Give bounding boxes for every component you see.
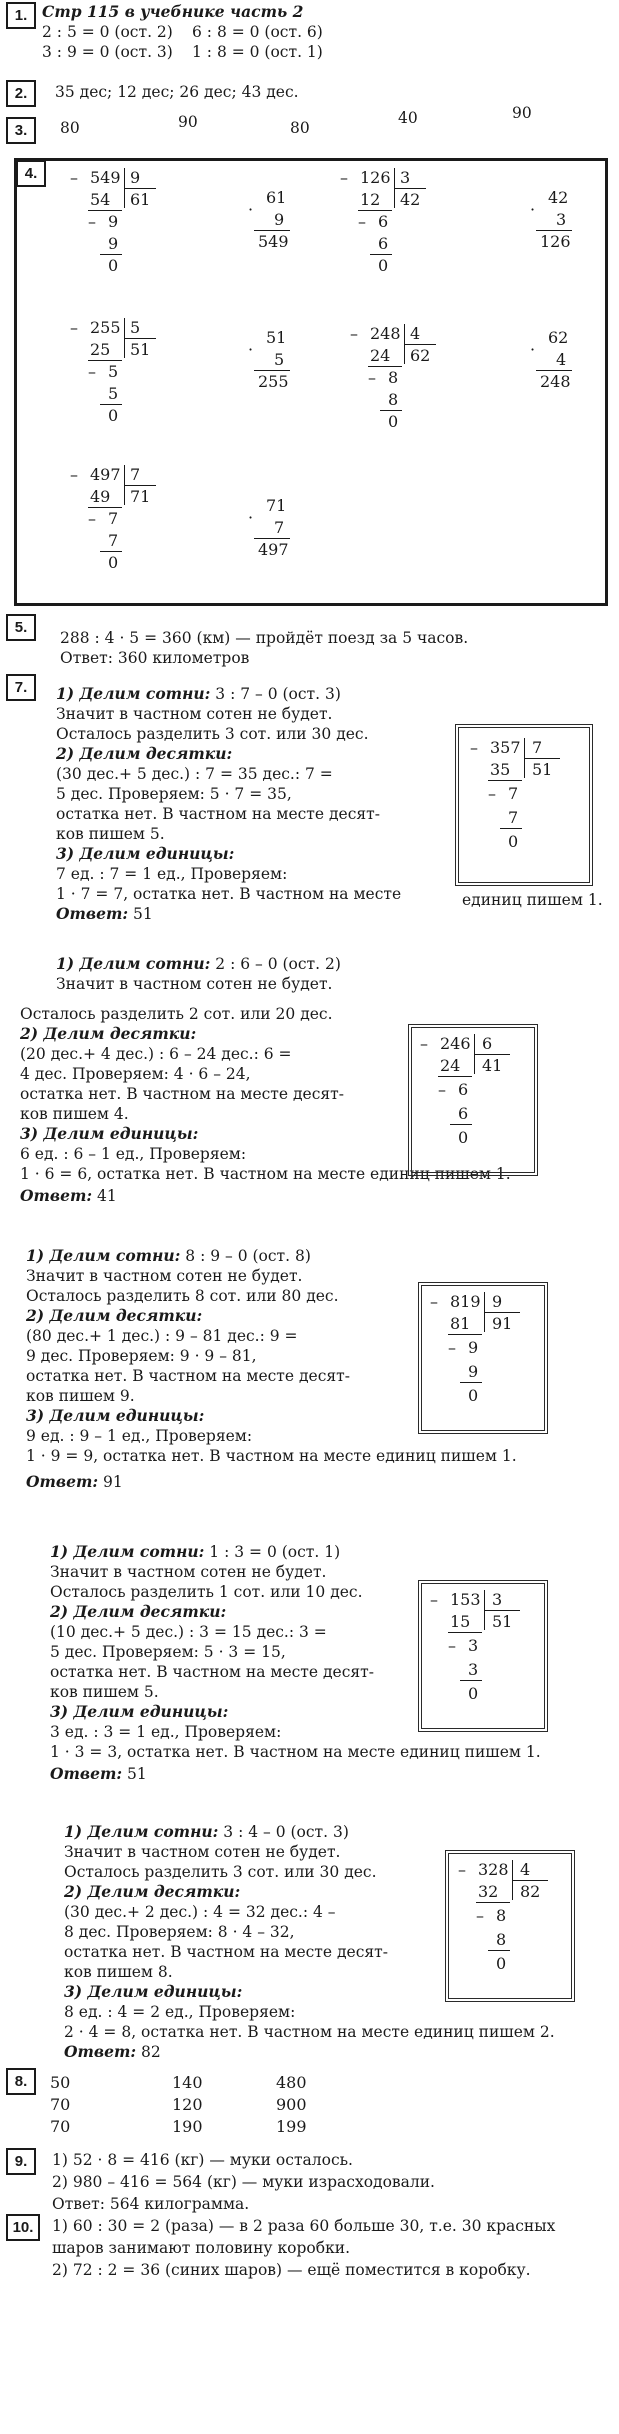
quotient: 51 [130, 340, 151, 359]
partial-remainder: 5 [108, 362, 119, 381]
times-sign: · [248, 200, 254, 219]
step-heading: 2) Делим десятки: [50, 1602, 227, 1621]
task-number-8: 8. [6, 2068, 36, 2095]
minus-sign: – [488, 784, 496, 803]
dividend: 357 [490, 738, 521, 757]
answer-label: Ответ: [64, 2042, 137, 2061]
dividend: 126 [360, 168, 391, 187]
minus-sign: – [358, 212, 366, 231]
task-9-line3: Ответ: 564 килограмма. [52, 2195, 250, 2213]
subtrahend: 81 [450, 1314, 471, 1333]
dividend: 255 [90, 318, 121, 337]
quotient-line [524, 758, 560, 759]
factor: 51 [266, 328, 287, 347]
minus-sign: – [430, 1590, 438, 1609]
dividend: 328 [478, 1860, 509, 1879]
text-line: Значит в частном сотен не будет. [50, 1563, 327, 1581]
dividend: 497 [90, 465, 121, 484]
minus-sign: – [340, 168, 348, 187]
step-1-line [50, 1542, 340, 1562]
underline [100, 404, 122, 405]
quotient: 42 [400, 190, 421, 209]
minus-sign: – [438, 1080, 446, 1099]
step-heading: 3) Делим единицы: [56, 844, 235, 863]
task-number-3: 3. [6, 117, 36, 144]
underline [536, 230, 572, 231]
quotient-line [124, 338, 156, 339]
text-line: (30 дес.+ 2 дес.) : 4 = 32 дес.: 4 – [64, 1903, 336, 1921]
task-8-column-1 [50, 2072, 70, 2138]
step-heading: 2) Делим десятки: [26, 1306, 203, 1325]
text-line: Осталось разделить 1 сот. или 10 дес. [50, 1583, 363, 1601]
task-5-line1: 288 : 4 · 5 = 360 (км) — пройдёт поезд за 5 часов. [60, 629, 469, 647]
answer-label: Ответ: [56, 904, 129, 923]
task-3-value: 80 [60, 119, 80, 137]
subtrahend: 49 [90, 487, 111, 506]
factor: 61 [266, 188, 287, 207]
text-line: 1 · 6 = 6, остатка нет. В частном на месте единиц пишем 1. [20, 1165, 511, 1183]
divisor: 7 [532, 738, 543, 757]
quotient: 71 [130, 487, 151, 506]
product: 497 [258, 540, 289, 559]
step-heading: 3) Делим единицы: [64, 1982, 243, 2001]
quotient-line [474, 1054, 510, 1055]
step-text: 3 : 4 – 0 (ост. 3) [218, 1823, 349, 1841]
partial-remainder: 8 [388, 368, 399, 387]
underline [476, 1902, 510, 1903]
underline [368, 366, 402, 367]
step-heading: 1) Делим сотни: [64, 1822, 219, 1841]
remainder: 0 [468, 1684, 479, 1703]
subtrahend: 32 [478, 1882, 499, 1901]
subtrahend: 6 [458, 1104, 469, 1123]
step-heading: 1) Делим сотни: [50, 1542, 205, 1561]
remainder: 0 [468, 1386, 479, 1405]
minus-sign: – [430, 1292, 438, 1311]
dividend: 819 [450, 1292, 481, 1311]
answer-line [26, 1472, 123, 1492]
step-heading: 2) Делим десятки: [56, 744, 233, 763]
answer-label: Ответ: [26, 1472, 99, 1491]
value: 50 [50, 2073, 71, 2092]
underline [254, 230, 290, 231]
minus-sign: – [88, 362, 96, 381]
step-heading: 1) Делим сотни: [26, 1246, 181, 1265]
answer-value: 51 [128, 905, 153, 923]
task-number-7: 7. [6, 674, 36, 701]
text-line: 3 ед. : 3 = 1 ед., Проверяем: [50, 1723, 282, 1741]
task-number-5: 5. [6, 614, 36, 641]
text-line: ков пишем 9. [26, 1387, 135, 1405]
task-8-column-3 [276, 2072, 307, 2138]
text-line: (10 дес.+ 5 дес.) : 3 = 15 дес.: 3 = [50, 1623, 327, 1641]
divisor: 5 [130, 318, 141, 337]
quotient-line [394, 188, 426, 189]
value: 900 [276, 2095, 307, 2114]
value: 140 [172, 2073, 203, 2092]
text-line: ков пишем 4. [20, 1105, 129, 1123]
task-4-box [14, 158, 608, 606]
subtrahend: 35 [490, 760, 511, 779]
underline [88, 210, 122, 211]
task-1-eq1: 2 : 5 = 0 (ост. 2) [42, 23, 173, 41]
value: 480 [276, 2073, 307, 2092]
underline [488, 780, 522, 781]
divisor: 4 [410, 324, 421, 343]
underline [460, 1680, 482, 1681]
quotient-line [484, 1610, 520, 1611]
underline [88, 507, 122, 508]
remainder: 0 [458, 1128, 469, 1147]
step-heading: 3) Делим единицы: [50, 1702, 229, 1721]
task-10-line3: 2) 72 : 2 = 36 (синих шаров) — ещё поместится в коробку. [52, 2261, 531, 2279]
task-number-2: 2. [6, 80, 36, 107]
task-number-4: 4. [16, 160, 46, 187]
answer-value: 82 [136, 2043, 161, 2061]
quotient: 82 [520, 1882, 541, 1901]
divisor: 3 [400, 168, 411, 187]
partial-remainder: 9 [468, 1338, 479, 1357]
subtrahend: 9 [108, 234, 119, 253]
remainder: 0 [388, 412, 399, 431]
text-line: ков пишем 5. [50, 1683, 159, 1701]
task-8-column-2 [172, 2072, 203, 2138]
step-heading: 3) Делим единицы: [20, 1124, 199, 1143]
minus-sign: – [470, 738, 478, 757]
step-1-line [26, 1246, 311, 1266]
quotient: 41 [482, 1056, 503, 1075]
step-text: 3 : 7 – 0 (ост. 3) [210, 685, 341, 703]
minus-sign: – [458, 1860, 466, 1879]
underline [358, 210, 392, 211]
minus-sign: – [88, 509, 96, 528]
text-line: единиц пишем 1. [462, 891, 603, 909]
factor: 62 [548, 328, 569, 347]
step-1-line [56, 684, 341, 704]
dividend: 248 [370, 324, 401, 343]
underline [448, 1334, 482, 1335]
answer-value: 51 [122, 1765, 147, 1783]
underline [488, 1950, 510, 1951]
underline [100, 254, 122, 255]
answer-line [50, 1764, 147, 1784]
value: 70 [50, 2117, 71, 2136]
value: 70 [50, 2095, 71, 2114]
partial-remainder: 6 [378, 212, 389, 231]
text-line: 5 дес. Проверяем: 5 · 3 = 15, [50, 1643, 286, 1661]
underline [88, 360, 122, 361]
divisor: 4 [520, 1860, 531, 1879]
subtrahend: 5 [108, 384, 119, 403]
times-sign: · [248, 340, 254, 359]
text-line: остатка нет. В частном на месте десят- [50, 1663, 374, 1681]
divisor: 6 [482, 1034, 493, 1053]
times-sign: · [530, 200, 536, 219]
task-3-value: 90 [178, 113, 198, 131]
minus-sign: – [350, 324, 358, 343]
divisor: 9 [130, 168, 141, 187]
step-heading: 1) Делим сотни: [56, 684, 211, 703]
text-line: 8 ед. : 4 = 2 ед., Проверяем: [64, 2003, 296, 2021]
text-line: Осталось разделить 3 сот. или 30 дес. [64, 1863, 377, 1881]
quotient: 91 [492, 1314, 513, 1333]
subtrahend: 3 [468, 1660, 479, 1679]
task-2-text: 35 дес; 12 дес; 26 дес; 43 дес. [55, 83, 299, 101]
text-line: 1 · 7 = 7, остатка нет. В частном на месте [56, 885, 402, 903]
text-line: Значит в частном сотен не будет. [56, 705, 333, 723]
answer-value: 91 [98, 1473, 123, 1491]
quotient-line [404, 344, 436, 345]
task-9-line1: 1) 52 · 8 = 416 (кг) — муки осталось. [52, 2151, 353, 2169]
text-line: Осталось разделить 8 сот. или 80 дес. [26, 1287, 339, 1305]
quotient: 61 [130, 190, 151, 209]
partial-remainder: 7 [508, 784, 519, 803]
step-text: 1 : 3 = 0 (ост. 1) [204, 1543, 341, 1561]
product: 255 [258, 372, 289, 391]
subtrahend: 54 [90, 190, 111, 209]
subtrahend: 24 [370, 346, 391, 365]
product: 126 [540, 232, 571, 251]
factor: 3 [556, 210, 567, 229]
text-line: 9 ед. : 9 – 1 ед., Проверяем: [26, 1427, 253, 1445]
text-line: остатка нет. В частном на месте десят- [64, 1943, 388, 1961]
task-1-eq4: 1 : 8 = 0 (ост. 1) [192, 43, 323, 61]
dividend: 549 [90, 168, 121, 187]
task-1-eq3: 3 : 9 = 0 (ост. 3) [42, 43, 173, 61]
underline [438, 1076, 472, 1077]
dividend: 246 [440, 1034, 471, 1053]
step-1-line [56, 954, 341, 974]
text-line: 6 ед. : 6 – 1 ед., Проверяем: [20, 1145, 247, 1163]
quotient-line [124, 188, 156, 189]
subtrahend: 9 [468, 1362, 479, 1381]
minus-sign: – [70, 465, 78, 484]
text-line: 9 дес. Проверяем: 9 · 9 – 81, [26, 1347, 257, 1365]
partial-remainder: 3 [468, 1636, 479, 1655]
text-line: ков пишем 5. [56, 825, 165, 843]
minus-sign: – [368, 368, 376, 387]
factor: 5 [274, 350, 285, 369]
task-1-header: Стр 115 в учебнике часть 2 [42, 2, 304, 21]
factor: 4 [556, 350, 567, 369]
partial-remainder: 6 [458, 1080, 469, 1099]
task-10-line2: шаров занимают половину коробки. [52, 2239, 351, 2257]
answer-label: Ответ: [20, 1186, 93, 1205]
quotient-line [124, 485, 156, 486]
task-10-line1: 1) 60 : 30 = 2 (раза) — в 2 раза 60 больше 30, т.е. 30 красных [52, 2217, 556, 2235]
value: 120 [172, 2095, 203, 2114]
divisor: 7 [130, 465, 141, 484]
task-number-10: 10. [6, 2214, 40, 2241]
step-heading: 3) Делим единицы: [26, 1406, 205, 1425]
text-line: 8 дес. Проверяем: 8 · 4 – 32, [64, 1923, 295, 1941]
text-line: остатка нет. В частном на месте десят- [26, 1367, 350, 1385]
text-line: 4 дес. Проверяем: 4 · 6 – 24, [20, 1065, 251, 1083]
minus-sign: – [88, 212, 96, 231]
text-line: Значит в частном сотен не будет. [26, 1267, 303, 1285]
answer-line [20, 1186, 117, 1206]
answer-label: Ответ: [50, 1764, 123, 1783]
remainder: 0 [108, 406, 119, 425]
text-line: Осталось разделить 2 сот. или 20 дес. [20, 1005, 333, 1023]
task-3-value: 90 [512, 104, 532, 122]
subtrahend: 15 [450, 1612, 471, 1631]
step-text: 2 : 6 – 0 (ост. 2) [210, 955, 341, 973]
text-line: ков пишем 8. [64, 1963, 173, 1981]
factor: 9 [274, 210, 285, 229]
divisor: 9 [492, 1292, 503, 1311]
quotient: 62 [410, 346, 431, 365]
underline [254, 538, 290, 539]
answer-line [56, 904, 153, 924]
factor: 42 [548, 188, 569, 207]
remainder: 0 [108, 256, 119, 275]
text-line: 2 · 4 = 8, остатка нет. В частном на месте единиц пишем 2. [64, 2023, 555, 2041]
remainder: 0 [108, 553, 119, 572]
partial-remainder: 8 [496, 1906, 507, 1925]
step-text: 8 : 9 – 0 (ост. 8) [180, 1247, 311, 1265]
value: 199 [276, 2117, 307, 2136]
minus-sign: – [420, 1034, 428, 1053]
text-line: (80 дес.+ 1 дес.) : 9 – 81 дес.: 9 = [26, 1327, 298, 1345]
task-number-1: 1. [6, 2, 36, 29]
divisor: 3 [492, 1590, 503, 1609]
subtrahend: 8 [496, 1930, 507, 1949]
subtrahend: 6 [378, 234, 389, 253]
partial-remainder: 9 [108, 212, 119, 231]
dividend: 153 [450, 1590, 481, 1609]
quotient-line [512, 1880, 548, 1881]
step-heading: 2) Делим десятки: [20, 1024, 197, 1043]
underline [460, 1382, 482, 1383]
minus-sign: – [448, 1636, 456, 1655]
product: 248 [540, 372, 571, 391]
factor: 7 [274, 518, 285, 537]
text-line: 1 · 3 = 3, остатка нет. В частном на месте единиц пишем 1. [50, 1743, 541, 1761]
underline [448, 1632, 482, 1633]
text-line: 7 ед. : 7 = 1 ед., Проверяем: [56, 865, 288, 883]
text-line: Значит в частном сотен не будет. [64, 1843, 341, 1861]
subtrahend: 7 [108, 531, 119, 550]
quotient: 51 [492, 1612, 513, 1631]
subtrahend: 25 [90, 340, 111, 359]
underline [500, 828, 522, 829]
answer-value: 41 [92, 1187, 117, 1205]
task-3-value: 40 [398, 109, 418, 127]
remainder: 0 [378, 256, 389, 275]
text-line: 5 дес. Проверяем: 5 · 7 = 35, [56, 785, 292, 803]
product: 549 [258, 232, 289, 251]
task-number-9: 9. [6, 2148, 36, 2175]
times-sign: · [248, 508, 254, 527]
minus-sign: – [70, 168, 78, 187]
underline [254, 370, 290, 371]
subtrahend: 12 [360, 190, 381, 209]
text-line: Значит в частном сотен не будет. [56, 975, 333, 993]
minus-sign: – [70, 318, 78, 337]
step-heading: 1) Делим сотни: [56, 954, 211, 973]
subtrahend: 7 [508, 808, 519, 827]
quotient: 51 [532, 760, 553, 779]
underline [450, 1124, 472, 1125]
underline [100, 551, 122, 552]
subtrahend: 24 [440, 1056, 461, 1075]
text-line: (20 дес.+ 4 дес.) : 6 – 24 дес.: 6 = [20, 1045, 292, 1063]
task-3-value: 80 [290, 119, 310, 137]
partial-remainder: 7 [108, 509, 119, 528]
text-line: остатка нет. В частном на месте десят- [20, 1085, 344, 1103]
underline [536, 370, 572, 371]
value: 190 [172, 2117, 203, 2136]
text-line: остатка нет. В частном на месте десят- [56, 805, 380, 823]
factor: 71 [266, 496, 287, 515]
step-heading: 2) Делим десятки: [64, 1882, 241, 1901]
step-1-line [64, 1822, 349, 1842]
underline [380, 410, 402, 411]
task-1-eq2: 6 : 8 = 0 (ост. 6) [192, 23, 323, 41]
task-5-line2: Ответ: 360 километров [60, 649, 250, 667]
minus-sign: – [448, 1338, 456, 1357]
answer-line [64, 2042, 161, 2062]
quotient-line [484, 1312, 520, 1313]
text-line: Осталось разделить 3 сот. или 30 дес. [56, 725, 369, 743]
minus-sign: – [476, 1906, 484, 1925]
times-sign: · [530, 340, 536, 359]
remainder: 0 [508, 832, 519, 851]
task-9-line2: 2) 980 – 416 = 564 (кг) — муки израсходовали. [52, 2173, 435, 2191]
underline [370, 254, 392, 255]
text-line: 1 · 9 = 9, остатка нет. В частном на месте единиц пишем 1. [26, 1447, 517, 1465]
subtrahend: 8 [388, 390, 399, 409]
text-line: (30 дес.+ 5 дес.) : 7 = 35 дес.: 7 = [56, 765, 333, 783]
remainder: 0 [496, 1954, 507, 1973]
